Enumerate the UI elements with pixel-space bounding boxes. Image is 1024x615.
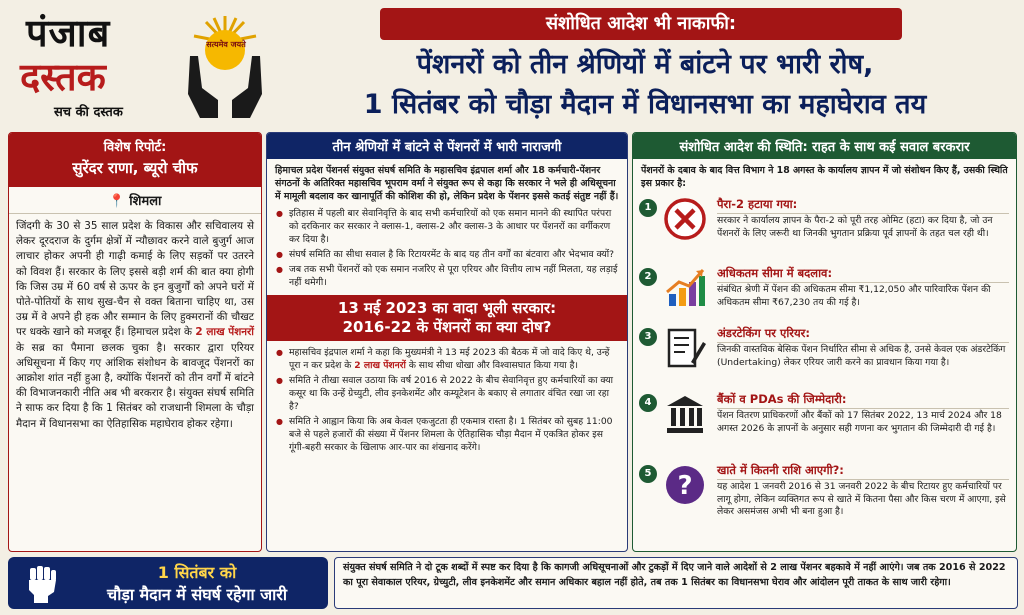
status-item-1 bbox=[639, 195, 1013, 263]
middle-bullet-2: ● संघर्ष समिति का सीधा सवाल है कि रिटायरमेंट के बाद यह तीन वर्गों का बंटवारा और भेदभाव क्यों? bbox=[267, 247, 627, 262]
status-item-2 bbox=[639, 264, 1013, 326]
item-text: जिनकी वास्तविक बेसिक पेंशन निर्धारित सीमा से अधिक है, उनसे केवल एक अंडरटेकिंग (Undertaking) लेकर एरियर जारी करने का प्रावधान किया गया है। bbox=[717, 344, 1006, 368]
report-body-highlight: 2 लाख पेंशनरों bbox=[195, 326, 254, 339]
special-report-column bbox=[8, 132, 262, 552]
promise-bullet-1 bbox=[267, 345, 627, 373]
location-name: शिमला bbox=[129, 194, 162, 209]
item-text: सरकार ने कार्यालय ज्ञापन के पैरा-2 को पूरी तरह ओमिट (हटा) कर दिया है, जो उन पेंशनरों के लिए जरूरी था जिनकी भुगतान प्रक्रिया पूर्व ज्ञापनों के तहत चल रही थी। bbox=[717, 215, 993, 239]
middle-column bbox=[266, 132, 628, 552]
promise-sub-header-line-2: 2016-22 के पेंशनरों का क्या दोष? bbox=[342, 318, 552, 336]
item-text: संबंधित श्रेणी में पेंशन की अधिकतम सीमा ₹1,12,050 और पारिवारिक पेंशन की अधिकतम सीमा ₹67,230 तय की गई है। bbox=[717, 284, 991, 308]
item-number: 1 bbox=[639, 199, 657, 217]
report-body-part-2: के सब्र का पैमाना छलक चुका है। सरकार द्वारा एरियर अधिसूचना में किए गए आंशिक संशोधन के बावजूद पेंशनरों का आक्रोश शांत नहीं हुआ है, क्योंकि पेंशनरों को तीन वर्गों में बांटने की विभाजनकारी नीति अब भी बरकरार है। संयुक्त संघर्ष समिति ने साफ कर दिया है कि 1 सितंबर को राजधानी शिमला के चौड़ा मैदान में विधानसभा का ऐतिहासिक महाघेराव होकर रहेगा। bbox=[16, 341, 254, 430]
dateline bbox=[9, 187, 261, 214]
item-number: 2 bbox=[639, 268, 657, 286]
right-column bbox=[632, 132, 1017, 552]
item-number: 3 bbox=[639, 328, 657, 346]
location-pin-icon: 📍 bbox=[108, 194, 125, 209]
middle-header: तीन श्रेणियों में बांटने से पेंशनरों में भारी नाराजगी bbox=[267, 133, 627, 159]
promise-bullet-1-highlight: 2 लाख पेंशनरों bbox=[354, 360, 406, 371]
item-text: पेंशन वितरण प्राधिकरणों और बैंकों को 17 सितंबर 2022, 13 मार्च 2024 और 18 अगस्त 2026 के ज्ञापनों के अनुसार सही गणना कर भुगतान की जिम्मेदारी दी गई है। bbox=[717, 410, 1002, 434]
masthead bbox=[8, 6, 266, 126]
report-body-part-1: जिंदगी के 30 से 35 साल प्रदेश के विकास और सचिवालय से लेकर दूरदराज के दुर्गम क्षेत्रों में न्यौछावर करने वाले बुजुर्ग आज लाचार होकर अपनी ही गाढ़ी कमाई के लिए सड़कों पर उतरने को विवश हैं। सरकार के लिए इससे बड़ी शर्म की बात क्या होगी कि जिस उम्र में 60 वर्ष से ऊपर के इन बुजुर्गों को अपने घरों में पोते-पोतियों के साथ सुख-चैन से वक्त बिताना चाहिए था, उस उम्र में वे अपने ही हक और सम्मान के लिए हुक्मरानों की चौखट पर धक्के खाने को मजबूर हैं। हिमाचल प्रदेश के bbox=[16, 220, 254, 339]
promise-bullet-1-pre: महासचिव इंद्रपाल शर्मा ने कहा कि मुख्यमंत्री ने 13 मई 2023 की बैठक में जो वादे किए थे, उन्हें पूरा न कर प्रदेश के bbox=[289, 347, 610, 371]
item-title: अंडरटेकिंग पर एरियर: bbox=[717, 326, 1009, 343]
middle-bullet-1: ● इतिहास में पहली बार सेवानिवृत्ति के बाद सभी कर्मचारियों को एक समान मानने की स्थापित परंपरा को दरकिनार कर सरकार ने क्लास-1, क्लास-2 और क्लास-3 के आधार पर पेंशनरों का वर्गीकरण कर दिया है। bbox=[267, 206, 627, 247]
status-item-5 bbox=[639, 461, 1013, 541]
bank-icon bbox=[663, 392, 707, 436]
logo-tagline: सच की दस्तक bbox=[54, 105, 123, 120]
item-number: 5 bbox=[639, 465, 657, 483]
promise-sub-header bbox=[267, 295, 627, 341]
middle-intro: हिमाचल प्रदेश पेंशनर्स संयुक्त संघर्ष समिति के महासचिव इंद्रपाल शर्मा और 18 कर्मचारी-पेंशनर संगठनों के अतिरिक्त महासचिव भूपराम वर्मा ने संयुक्त रूप से कहा कि सरकार ने भले ही अधिसूचना में मामूली बदलाव कर खानापूर्ति की कोशिश की हो, लेकिन प्रदेश के पेंशनर इससे कतई संतुष्ट नहीं हैं। bbox=[275, 165, 619, 202]
item-number: 4 bbox=[639, 394, 657, 412]
document-pen-icon bbox=[663, 326, 707, 370]
footer-statement: संयुक्त संघर्ष समिति ने दो टूक शब्दों में स्पष्ट कर दिया है कि कागजी अधिसूचनाओं और टुकड़ों में दिए जाने वाले आदेशों से 2 लाख पेंशनर बहकावे में नहीं आएंगे। जब तक 2016 से 2022 का पूरा सेवाकाल एरियर, ग्रेच्युटी, लीव इनकेशमेंट और समान अधिकार बहाल नहीं होते, तब तक 1 सितंबर का विधानसभा घेराव और आंदोलन पूरी ताकत के साथ जारी रहेगा। bbox=[334, 557, 1018, 609]
special-report-label: विशेष रिपोर्ट: bbox=[103, 140, 167, 155]
byline: सुरेंदर राणा, ब्यूरो चीफ bbox=[72, 159, 198, 177]
raised-hands-emblem-icon bbox=[184, 12, 266, 120]
footer-badge-line-1: 1 सितंबर को bbox=[157, 563, 237, 582]
footer-badge-line-2: चौड़ा मैदान में संघर्ष रहेगा जारी bbox=[107, 585, 287, 604]
item-title: खाते में कितनी राशि आएगी?: bbox=[717, 463, 1009, 480]
promise-bullet-2: ● समिति ने तीखा सवाल उठाया कि वर्ष 2016 से 2022 के बीच सेवानिवृत्त हुए कर्मचारियों का क्या कसूर था कि उन्हें ग्रेच्युटी, लीव इनकेशमेंट और कम्यूटेशन के बकाए से लगातार वंचित रखा जा रहा है? bbox=[267, 373, 627, 414]
item-text: यह आदेश 1 जनवरी 2016 से 31 जनवरी 2022 के बीच रिटायर हुए कर्मचारियों पर लागू होगा, लेकिन व्यक्तिगत रूप से खाते में कितना पैसा और किस चरण में आएगा, इसे लेकर असमंजस अभी भी बना हुआ है। bbox=[717, 481, 1006, 518]
status-item-4 bbox=[639, 390, 1013, 456]
x-circle-icon bbox=[663, 197, 707, 241]
headline-line-1: पेंशनरों को तीन श्रेणियों में बांटने पर भारी रोष, bbox=[416, 49, 874, 80]
promise-bullet-1-post: के साथ सीधा धोखा और विश्वासघात किया गया है। bbox=[405, 360, 578, 371]
bar-chart-icon bbox=[663, 266, 707, 310]
right-intro: पेंशनरों के दबाव के बाद वित्त विभाग ने 18 अगस्त के कार्यालय ज्ञापन में जो संशोधन किए हैं, उसकी स्थिति इस प्रकार है: bbox=[641, 165, 1008, 189]
kicker-banner: संशोधित आदेश भी नाकाफी: bbox=[380, 8, 902, 40]
question-icon bbox=[663, 463, 707, 507]
headline-line-2: 1 सितंबर को चौड़ा मैदान में विधानसभा का महाघेराव तय bbox=[363, 89, 927, 120]
logo-line-1: पंजाब bbox=[26, 11, 111, 55]
item-title: बैंकों व PDAs की जिम्मेदारी: bbox=[717, 392, 1009, 409]
report-body bbox=[9, 214, 261, 437]
status-item-3 bbox=[639, 324, 1013, 390]
promise-sub-header-line-1: 13 मई 2023 का वादा भूली सरकार: bbox=[337, 299, 557, 317]
item-title: अधिकतम सीमा में बदलाव: bbox=[717, 266, 1009, 283]
logo-line-2: दस्तक bbox=[20, 55, 106, 99]
middle-bullet-3: ● जब तक सभी पेंशनरों को एक समान नजरिए से पूरा एरियर और वित्तीय लाभ नहीं मिलता, यह लड़ाई नहीं थमेगी। bbox=[267, 262, 627, 290]
special-report-header bbox=[9, 133, 261, 187]
right-header: संशोधित आदेश की स्थिति: राहत के साथ कई सवाल बरकरार bbox=[633, 133, 1016, 159]
emblem-motto: सत्यमेव जयते bbox=[206, 40, 246, 49]
raised-fist-icon bbox=[20, 562, 62, 604]
promise-bullet-3: ● समिति ने आह्वान किया कि अब केवल एकजुटता ही एकमात्र रास्ता है। 1 सितंबर को सुबह 11:00 बजे से पहले हजारों की संख्या में पेंशनर शिमला के ऐतिहासिक चौड़ा मैदान में एकत्रित होकर इस गूंगी-बहरी सरकार के खिलाफ आर-पार का शंखनाद करेंगे। bbox=[267, 414, 627, 455]
svg-text:?: ? bbox=[677, 471, 693, 501]
item-title: पैरा-2 हटाया गया: bbox=[717, 197, 1009, 214]
